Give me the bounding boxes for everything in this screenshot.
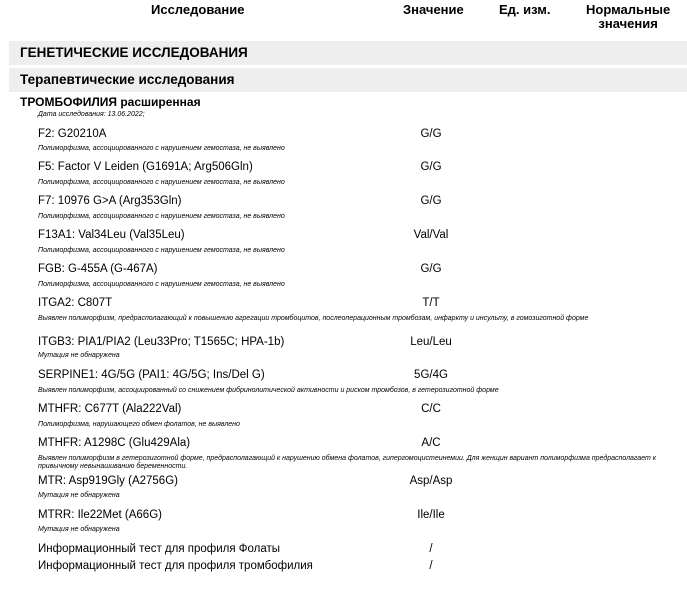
test-name: F2: G20210A: [38, 128, 107, 140]
test-name: F13A1: Val34Leu (Val35Leu): [38, 229, 185, 241]
test-value: G/G: [420, 263, 442, 275]
test-name: F7: 10976 G>A (Arg353Gln): [38, 195, 182, 207]
test-value: Asp/Asp: [409, 475, 453, 487]
test-comment: Полиморфизма, ассоциированного с нарушением гемостаза, не выявлено: [38, 145, 285, 152]
test-comment: Выявлен полиморфизм в гетерозиготной форме, предрасполагающий к нарушению обмена фолатов, гипергомоцистеинемии. Для женщин вариант полиморфизма предрасполагает к привычному невынашиванию беременности.: [38, 455, 657, 470]
test-value: 5G/4G: [414, 369, 448, 381]
test-name: FGB: G-455A (G-467A): [38, 263, 158, 275]
test-value: C/C: [421, 403, 441, 415]
test-value: G/G: [420, 195, 442, 207]
test-value: /: [429, 543, 433, 555]
column-header-norm-line2: значения: [598, 16, 658, 31]
test-name: MTRR: Ile22Met (A66G): [38, 509, 162, 521]
test-comment: Полиморфизма, ассоциированного с нарушением гемостаза, не выявлено: [38, 179, 285, 186]
test-comment: Полиморфизма, ассоциированного с нарушением гемостаза, не выявлено: [38, 247, 285, 254]
column-header-value: Значение: [403, 2, 464, 17]
test-value: G/G: [420, 128, 442, 140]
test-comment: Мутация не обнаружена: [38, 526, 120, 533]
section-genetic: ГЕНЕТИЧЕСКИЕ ИССЛЕДОВАНИЯ: [9, 41, 687, 65]
test-name: F5: Factor V Leiden (G1691A; Arg506Gln): [38, 161, 253, 173]
test-value: A/C: [421, 437, 441, 449]
test-value: Ile/Ile: [417, 509, 445, 521]
test-value: Leu/Leu: [410, 336, 452, 348]
test-name: MTR: Asp919Gly (A2756G): [38, 475, 178, 487]
column-header-norm-line1: Нормальные: [586, 2, 671, 17]
test-name: MTHFR: C677T (Ala222Val): [38, 403, 182, 415]
column-header-test: Исследование: [151, 2, 245, 17]
column-header-unit: Ед. изм.: [499, 2, 551, 17]
test-comment: Выявлен полиморфизм, предрасполагающий к повышению агрегации тромбоцитов, послеоперационным тромбозам, инфаркту и инсульту, в гомозиготной форме: [38, 315, 589, 322]
test-name: MTHFR: A1298C (Glu429Ala): [38, 437, 191, 449]
test-name: ITGB3: PIA1/PIA2 (Leu33Pro; T1565C; HPA-1b): [38, 336, 285, 348]
test-comment: Мутация не обнаружена: [38, 492, 120, 499]
group-title: ТРОМБОФИЛИЯ расширенная: [20, 95, 201, 109]
test-name: Информационный тест для профиля Фолаты: [38, 543, 281, 555]
test-value: /: [429, 560, 433, 572]
test-value: T/T: [422, 297, 440, 309]
test-name: SERPINE1: 4G/5G (PAI1: 4G/5G; Ins/Del G): [38, 369, 265, 381]
test-comment: Полиморфизма, ассоциированного с нарушением гемостаза, не выявлено: [38, 213, 285, 220]
test-name: ITGA2: C807T: [38, 297, 113, 309]
test-comment: Полиморфизма, нарушающего обмен фолатов, не выявлено: [38, 421, 240, 428]
group-date: Дата исследования: 13.06.2022;: [38, 111, 145, 118]
test-value: Val/Val: [413, 229, 449, 241]
section-therapeutic: Терапевтические исследования: [9, 68, 687, 92]
column-header-norm: [586, 3, 670, 31]
test-name: Информационный тест для профиля тромбофилия: [38, 560, 313, 572]
test-comment: Полиморфизма, ассоциированного с нарушением гемостаза, не выявлено: [38, 281, 285, 288]
test-comment: Выявлен полиморфизм, ассоциированный со снижением фибринолитической активности и риском тромбозов, в гетерозиготной форме: [38, 387, 499, 394]
test-comment: Мутация не обнаружена: [38, 352, 120, 359]
test-value: G/G: [420, 161, 442, 173]
